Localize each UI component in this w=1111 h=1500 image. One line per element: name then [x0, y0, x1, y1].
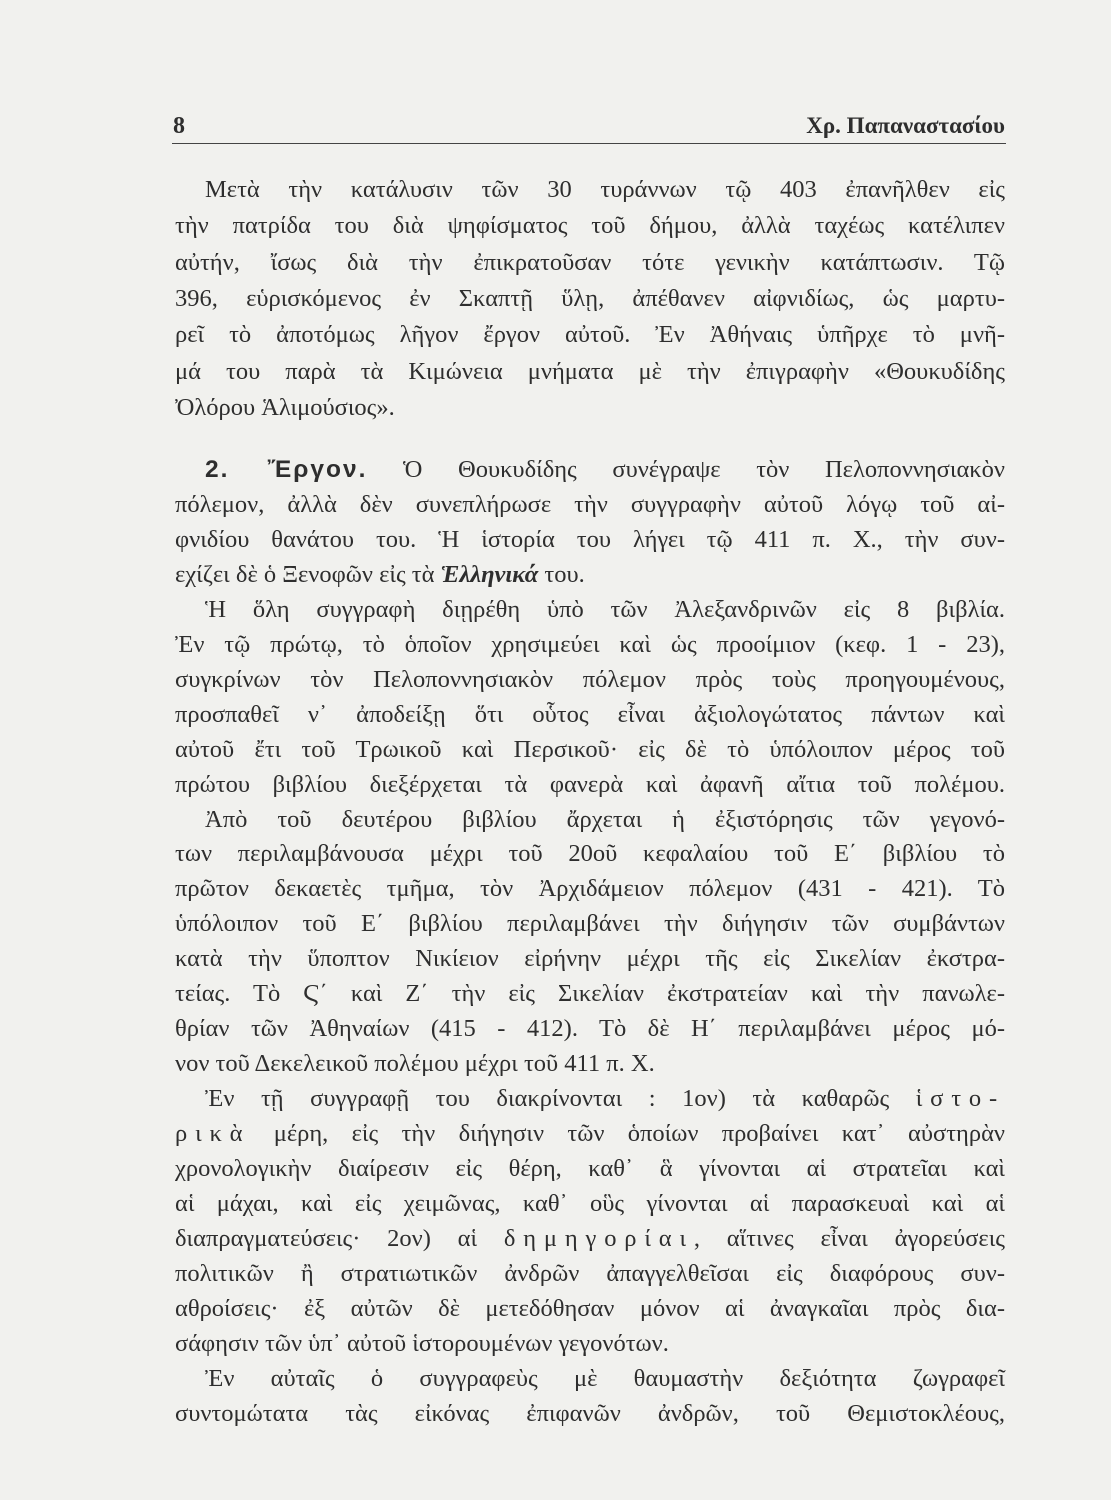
text-segment: εχίζει δὲ ὁ Ξενοφῶν εἰς τὰ	[175, 560, 441, 588]
text-segment: πόλεμον, ἀλλὰ δὲν συνεπλήρωσε τὴν συγγραφὴν αὐτοῦ λόγῳ τοῦ αἰ-	[175, 490, 1005, 518]
text-segment: διαπραγματεύσεις· 2ον) αἱ	[175, 1224, 504, 1252]
text-segment: τὴν πατρίδα του διὰ ψηφίσματος τοῦ δήμου, ἀλλὰ ταχέως κατέλιπεν	[175, 212, 1005, 240]
text-line	[205, 592, 1005, 628]
text-segment: μά του παρὰ τὰ Κιμώνεια μνήματα μὲ τὴν ἐπιγραφὴν «Θουκυδίδης	[175, 357, 1005, 385]
text-line	[205, 802, 1005, 838]
text-line	[205, 452, 1005, 488]
spaced-emphasis: ρικὰ	[175, 1120, 251, 1148]
italic-title: Ἑλληνικά	[440, 560, 539, 588]
text-line	[175, 1396, 1005, 1432]
spaced-emphasis: ἱστο-	[915, 1085, 1005, 1113]
section-heading: 2. Ἔργον.	[205, 456, 368, 483]
text-line	[175, 767, 1005, 803]
text-segment: φνιδίου θανάτου του. Ἡ ἱστορία του λήγει τῷ 411 π. Χ., τὴν συν-	[175, 525, 1005, 553]
text-line	[175, 627, 1005, 663]
text-segment: Ὁ Θουκυδίδης συνέγραψε τὸν Πελοποννησιακὸν	[367, 456, 1005, 483]
text-segment: θρίαν τῶν Ἀθηναίων (415 - 412). Τὸ δὲ Η΄ περιλαμβάνει μέρος μό-	[175, 1015, 1005, 1043]
text-segment: ρεῖ τὸ ἀποτόμως λῆγον ἔργον αὐτοῦ. Ἐν Ἀθήναις ὑπῆρχε τὸ μνῆ-	[175, 321, 1005, 349]
text-segment: Ἐν τῇ συγγραφῇ του διακρίνονται : 1ον) τὰ καθαρῶς	[205, 1085, 916, 1113]
text-segment: Ἀπὸ τοῦ δευτέρου βιβλίου ἄρχεται ἡ ἐξιστόρησις τῶν γεγονό-	[205, 805, 1005, 833]
text-line	[175, 317, 1005, 353]
text-line	[175, 836, 1005, 872]
text-line	[175, 1186, 1005, 1222]
text-line	[175, 245, 1005, 281]
text-line	[175, 732, 1005, 768]
text-segment: σάφησιν τῶν ὑπ᾽ αὐτοῦ ἱστορουμένων γεγονότων.	[175, 1329, 669, 1357]
text-segment: , αἵτινες εἶναι ἀγορεύσεις	[693, 1224, 1005, 1252]
text-segment: Ἡ ὅλη συγγραφὴ διῃρέθη ὑπὸ τῶν Ἀλεξανδρινῶν εἰς 8 βιβλία.	[205, 595, 1005, 623]
text-line	[175, 1221, 1005, 1257]
text-segment: του.	[538, 560, 585, 588]
text-segment: πολιτικῶν ἢ στρατιωτικῶν ἀνδρῶν ἀπαγγελθεῖσαι εἰς διαφόρους συν-	[175, 1259, 1005, 1287]
text-segment: των περιλαμβάνουσα μέχρι τοῦ 20οῦ κεφαλαίου τοῦ Ε΄ βιβλίου τὸ	[175, 840, 1005, 868]
text-line	[175, 390, 1005, 426]
text-line	[205, 1081, 1005, 1117]
text-line	[175, 697, 1005, 733]
text-segment: κατὰ τὴν ὕποπτον Νικίειον εἰρήνην μέχρι τῆς εἰς Σικελίαν ἐκστρα-	[175, 945, 1005, 973]
text-line	[175, 906, 1005, 942]
text-line	[175, 487, 1005, 523]
page-number: 8	[173, 113, 185, 139]
text-line	[175, 208, 1005, 244]
text-segment: αὐτοῦ ἔτι τοῦ Τρωικοῦ καὶ Περσικοῦ· εἰς δὲ τὸ ὑπόλοιπον μέρος τοῦ	[175, 735, 1005, 763]
text-line	[175, 941, 1005, 977]
text-line	[205, 1361, 1005, 1397]
text-line	[205, 172, 1005, 208]
header-rule	[172, 143, 1006, 144]
text-line	[175, 1011, 1005, 1047]
text-segment: 396, εὑρισκόμενος ἐν Σκαπτῇ ὕλῃ, ἀπέθανεν αἰφνιδίως, ὡς μαρτυ-	[175, 284, 1005, 312]
text-line	[175, 354, 1005, 390]
text-segment: ὑπόλοιπον τοῦ Ε΄ βιβλίου περιλαμβάνει τὴν διήγησιν τῶν συμβάντων	[175, 910, 1005, 938]
text-segment: Ὀλόρου Ἁλιμούσιος».	[175, 393, 395, 421]
text-line	[175, 1326, 1005, 1362]
text-segment: τείας. Τὸ Ϛ΄ καὶ Ζ΄ τὴν εἰς Σικελίαν ἐκστρατείαν καὶ τὴν πανωλε-	[175, 980, 1005, 1008]
text-segment: νον τοῦ Δεκελεικοῦ πολέμου μέχρι τοῦ 411 π. Χ.	[175, 1050, 655, 1078]
text-segment: συντομώτατα τὰς εἰκόνας ἐπιφανῶν ἀνδρῶν, τοῦ Θεμιστοκλέους,	[175, 1399, 1005, 1427]
text-segment: αἱ μάχαι, καὶ εἰς χειμῶνας, καθ᾽ οὓς γίνονται αἱ παρασκευαὶ καὶ αἱ	[175, 1189, 1005, 1217]
text-line	[175, 1256, 1005, 1292]
text-line	[175, 281, 1005, 317]
spaced-emphasis: δημηγορίαι	[503, 1224, 694, 1252]
text-segment: αὐτήν, ἴσως διὰ τὴν ἐπικρατοῦσαν τότε γενικὴν κατάπτωσιν. Τῷ	[175, 248, 1005, 276]
text-segment: Ἐν αὐταῖς ὁ συγγραφεὺς μὲ θαυμαστὴν δεξιότητα ζωγραφεῖ	[205, 1364, 1005, 1392]
text-segment: χρονολογικὴν διαίρεσιν εἰς θέρη, καθ᾽ ἃ γίνονται αἱ στρατεῖαι καὶ	[175, 1155, 1005, 1182]
text-segment: αθροίσεις· ἐξ αὐτῶν δὲ μετεδόθησαν μόνον αἱ ἀναγκαῖαι πρὸς δια-	[175, 1294, 1005, 1322]
text-segment: πρώτου βιβλίου διεξέρχεται τὰ φανερὰ καὶ ἀφανῆ αἴτια τοῦ πολέμου.	[175, 770, 1005, 798]
text-segment: συγκρίνων τὸν Πελοποννησιακὸν πόλεμον πρὸς τοὺς προηγουμένους,	[175, 665, 1005, 693]
text-line	[175, 662, 1005, 698]
text-line	[175, 1151, 1005, 1187]
text-line	[175, 1046, 1005, 1082]
text-segment: προσπαθεῖ ν᾽ ἀποδείξῃ ὅτι οὗτος εἶναι ἀξιολογώτατος πάντων καὶ	[175, 700, 1005, 728]
text-segment: μέρη, εἰς τὴν διήγησιν τῶν ὁποίων προβαίνει κατ᾽ αὐστηρὰν	[250, 1120, 1005, 1148]
running-head-author: Χρ. Παπαναστασίου	[806, 113, 1005, 138]
text-line	[175, 1116, 1005, 1152]
text-line	[175, 522, 1005, 558]
text-line	[175, 1291, 1005, 1327]
text-line	[175, 557, 1005, 593]
text-segment: Ἐν τῷ πρώτῳ, τὸ ὁποῖον χρησιμεύει καὶ ὡς προοίμιον (κεφ. 1 - 23),	[175, 630, 1005, 658]
text-segment: Μετὰ τὴν κατάλυσιν τῶν 30 τυράννων τῷ 403 ἐπανῆλθεν εἰς	[205, 176, 1005, 203]
text-line	[175, 871, 1005, 907]
text-segment: πρῶτον δεκαετὲς τμῆμα, τὸν Ἀρχιδάμειον πόλεμον (431 - 421). Τὸ	[175, 875, 1005, 903]
text-line	[175, 976, 1005, 1012]
